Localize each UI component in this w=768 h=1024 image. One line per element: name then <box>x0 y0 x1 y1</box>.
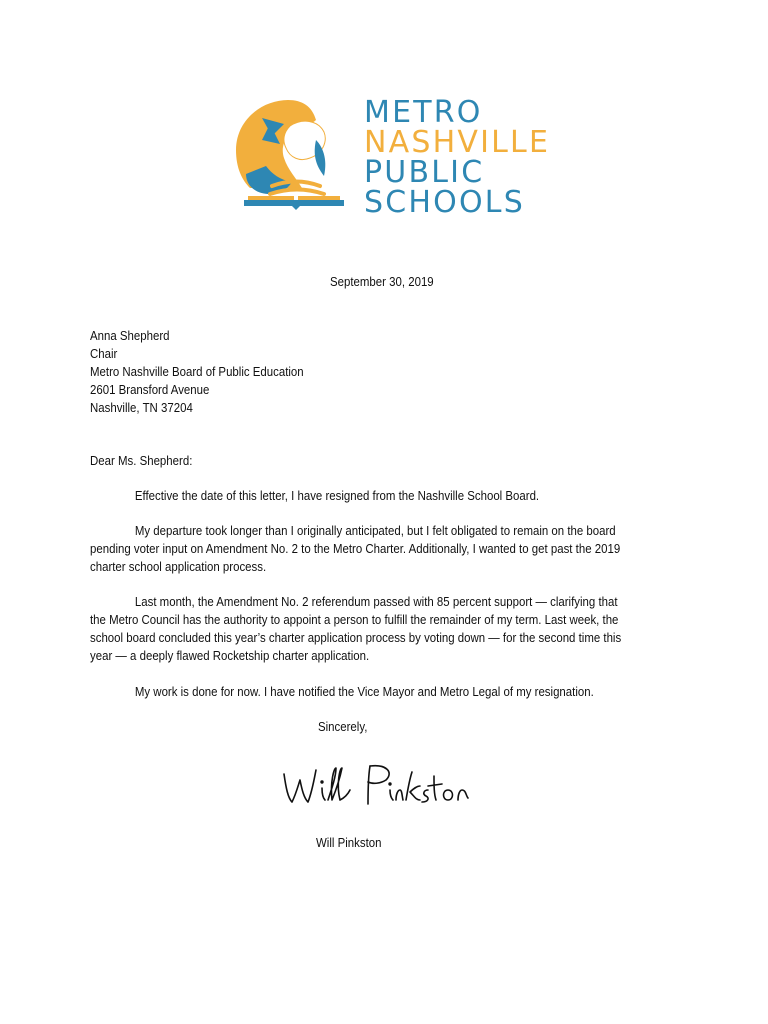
logo-word-schools: SCHOOLS <box>364 185 525 220</box>
paragraph-3-line-4: year — a deeply flawed Rocketship charter application. <box>90 648 370 663</box>
recipient-organization: Metro Nashville Board of Public Education <box>90 364 304 379</box>
letter-date: September 30, 2019 <box>330 274 434 289</box>
logo-wordmark <box>364 95 564 220</box>
recipient-city: Nashville, TN 37204 <box>90 400 193 415</box>
recipient-title: Chair <box>90 346 118 361</box>
paragraph-1-line-1: Effective the date of this letter, I have resigned from the Nashville School Board. <box>134 488 540 503</box>
logo-word-nashville: NASHVILLE <box>364 125 551 160</box>
paragraph-3-line-3: school board concluded this year’s charter application process by voting down — for the second time this <box>90 630 622 645</box>
logo-word-public: PUBLIC <box>364 155 485 190</box>
paragraph-4-line-1: My work is done for now. I have notified the Vice Mayor and Metro Legal of my resignation. <box>134 684 594 699</box>
handwritten-signature <box>276 758 476 814</box>
paragraph-2-line-1: My departure took longer than I originally anticipated, but I felt obligated to remain on the board <box>134 523 616 538</box>
mnps-book-bird-logo-icon <box>232 96 356 220</box>
salutation: Dear Ms. Shepherd: <box>90 453 193 468</box>
signer-name: Will Pinkston <box>316 835 382 850</box>
paragraph-3-line-2: the Metro Council has the authority to appoint a person to fulfill the remainder of my term. Last week, the <box>90 612 619 627</box>
paragraph-3-line-1: Last month, the Amendment No. 2 referendum passed with 85 percent support — clarifying that <box>134 594 618 609</box>
logo-word-metro: METRO <box>364 95 483 130</box>
recipient-street: 2601 Bransford Avenue <box>90 382 210 397</box>
closing: Sincerely, <box>318 719 368 734</box>
recipient-name: Anna Shepherd <box>90 328 170 343</box>
paragraph-2-line-2: pending voter input on Amendment No. 2 to the Metro Charter. Additionally, I wanted to get past the 2019 <box>90 541 621 556</box>
paragraph-2-line-3: charter school application process. <box>90 559 267 574</box>
metro-nashville-public-schools-logo <box>232 96 552 220</box>
